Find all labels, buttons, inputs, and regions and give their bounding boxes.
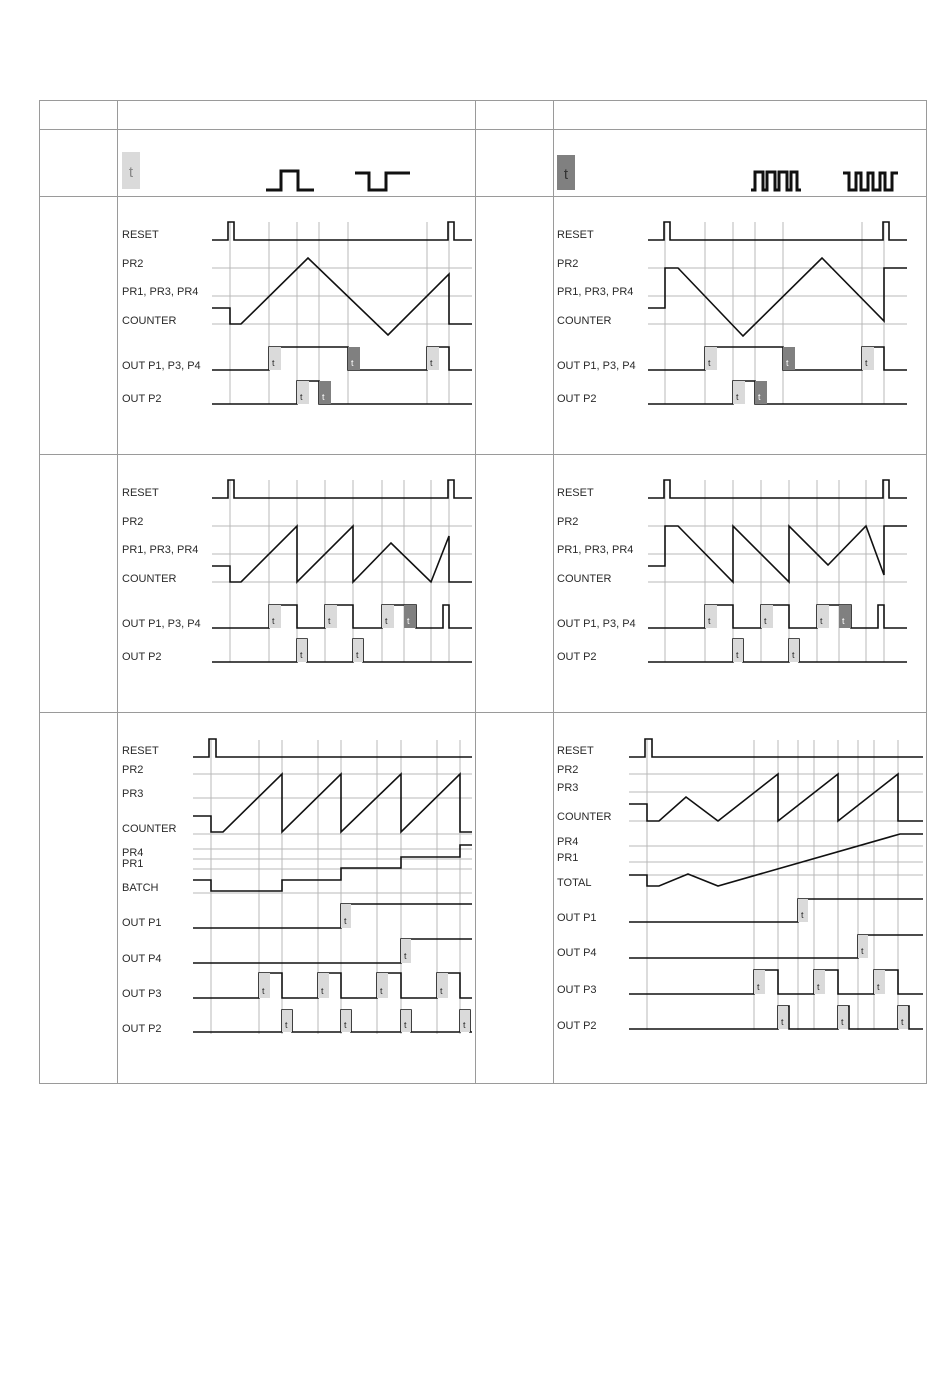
signal-label-counter: COUNTER [122,823,177,835]
inverted-pulse-icon [355,173,410,190]
diagram-4 [557,480,907,663]
reset-signal [193,739,472,757]
t-delay-label: t [877,982,880,992]
t-delay-label: t [430,358,433,368]
signal-label-reset: RESET [557,229,594,241]
signal-label-outp134: OUT P1, P3, P4 [122,618,201,630]
signal-label-reset: RESET [557,745,594,757]
signal-label-pr2: PR2 [557,764,579,776]
batch-signal [193,845,472,891]
t-delay-label: t [901,1017,904,1027]
signal-label-counter: COUNTER [122,573,177,585]
signal-label-outp2: OUT P2 [122,393,162,405]
signal-label-outp2: OUT P2 [557,651,597,663]
pulse-icon [266,171,314,190]
t-delay-dark [319,381,331,404]
out-p2-signal [212,639,472,662]
signal-label-outp4: OUT P4 [122,953,162,965]
signal-label-batch: BATCH [122,882,159,894]
out-p3-signal [193,973,472,998]
t-delay-label: t [708,358,711,368]
reset-signal [648,480,907,498]
signal-label-pr2: PR2 [557,516,579,528]
t-delay-label: t [356,650,359,660]
t-delay-label: t [757,982,760,992]
signal-label-outp1: OUT P1 [122,917,162,929]
t-delay-label: t [786,358,789,368]
diagram-1 [122,222,472,405]
out-p134-signal [648,605,907,628]
t-box-light-label: t [128,164,134,181]
t-delay-label: t [272,358,275,368]
signal-label-outp2: OUT P2 [557,393,597,405]
signal-label-counter: COUNTER [557,811,612,823]
inverted-pulse-train-icon [843,173,898,190]
t-delay-dark [755,381,767,404]
t-delay-label: t [344,1020,347,1030]
t-delay-label: t [262,986,265,996]
t-delay-light [269,347,281,370]
t-delay-label: t [285,1020,288,1030]
signal-label-outp134: OUT P1, P3, P4 [557,618,636,630]
signal-label-total: TOTAL [557,877,592,889]
signal-label-pr4: PR4 [557,836,579,848]
diagram-2 [557,222,907,405]
signal-label-pr2: PR2 [557,258,579,270]
t-delay-light [705,605,717,628]
out-p134-signal [212,605,472,628]
diagram-5 [122,739,472,1035]
legend-right [557,155,898,190]
t-delay-light [761,605,773,628]
signal-label-pr3: PR3 [122,788,144,800]
out-p4-signal [629,935,923,958]
diagram-6 [557,739,923,1032]
t-delay-light [382,605,394,628]
signal-label-outp134: OUT P1, P3, P4 [122,360,201,372]
t-delay-light [733,381,745,404]
t-delay-label: t [385,616,388,626]
signal-label-pr134: PR1, PR3, PR4 [557,544,634,556]
t-delay-label: t [792,650,795,660]
t-delay-label: t [736,650,739,660]
t-delay-label: t [842,616,845,626]
table-grid [39,100,927,1084]
signal-label-outp2: OUT P2 [557,1020,597,1032]
t-box-dark-label: t [563,166,569,183]
t-delay-label: t [801,910,804,920]
t-delay-label: t [758,392,761,402]
t-delay-light [817,605,829,628]
signal-label-pr1: PR1 [557,852,579,864]
t-delay-label: t [404,1020,407,1030]
signal-label-outp3: OUT P3 [557,984,597,996]
signal-label-counter: COUNTER [122,315,177,327]
signal-label-outp134: OUT P1, P3, P4 [557,360,636,372]
signal-label-reset: RESET [122,487,159,499]
signal-label-pr134: PR1, PR3, PR4 [122,544,199,556]
signal-label-pr1: PR1 [122,858,144,870]
signal-label-counter: COUNTER [557,315,612,327]
t-delay-light [297,381,309,404]
out-p2-signal [212,381,472,404]
t-delay-label: t [764,616,767,626]
t-delay-label: t [708,616,711,626]
out-p1-signal [193,904,472,928]
signal-label-outp2: OUT P2 [122,1023,162,1035]
t-delay-light [862,347,874,370]
signal-label-pr2: PR2 [122,516,144,528]
t-delay-dark [404,605,416,628]
signal-label-reset: RESET [122,229,159,241]
counter-signal [193,774,472,832]
t-delay-light [269,605,281,628]
total-signal [629,834,923,886]
signal-label-reset: RESET [557,487,594,499]
t-delay-label: t [404,951,407,961]
t-delay-label: t [322,392,325,402]
t-delay-light [705,347,717,370]
out-p2-signal [193,1010,472,1032]
t-delay-dark [348,347,360,370]
signal-label-pr4: PR4 [122,847,144,859]
reset-signal [212,480,472,498]
t-delay-label: t [380,986,383,996]
out-p2-signal [648,639,907,662]
out-p4-signal [193,939,472,963]
signal-label-pr3: PR3 [557,782,579,794]
signal-label-outp1: OUT P1 [557,912,597,924]
t-delay-label: t [328,616,331,626]
t-delay-label: t [321,986,324,996]
signal-label-counter: COUNTER [557,573,612,585]
t-delay-label: t [407,616,410,626]
counter-signal [629,774,923,821]
signal-label-pr134: PR1, PR3, PR4 [557,286,634,298]
legend-left [122,152,410,190]
signal-label-reset: RESET [122,745,159,757]
t-delay-label: t [440,986,443,996]
t-delay-light [427,347,439,370]
t-delay-label: t [300,392,303,402]
t-delay-label: t [820,616,823,626]
t-delay-label: t [463,1020,466,1030]
signal-label-pr2: PR2 [122,764,144,776]
signal-label-pr2: PR2 [122,258,144,270]
t-delay-dark [783,347,795,370]
diagram-3 [122,480,472,663]
pulse-train-icon [751,172,801,190]
out-p2-signal [648,381,907,404]
reset-signal [212,222,472,240]
t-delay-label: t [781,1017,784,1027]
t-delay-dark [839,605,851,628]
t-delay-label: t [861,946,864,956]
signal-label-outp3: OUT P3 [122,988,162,1000]
reset-signal [629,739,923,757]
out-p1-signal [629,899,923,922]
signal-label-pr134: PR1, PR3, PR4 [122,286,199,298]
t-delay-label: t [736,392,739,402]
reset-signal [648,222,907,240]
t-delay-label: t [817,982,820,992]
t-delay-label: t [841,1017,844,1027]
t-delay-label: t [300,650,303,660]
t-delay-label: t [344,916,347,926]
out-p2-signal [629,1006,923,1029]
signal-label-outp2: OUT P2 [122,651,162,663]
t-delay-label: t [351,358,354,368]
signal-label-outp4: OUT P4 [557,947,597,959]
t-delay-label: t [865,358,868,368]
t-delay-light [325,605,337,628]
t-delay-label: t [272,616,275,626]
